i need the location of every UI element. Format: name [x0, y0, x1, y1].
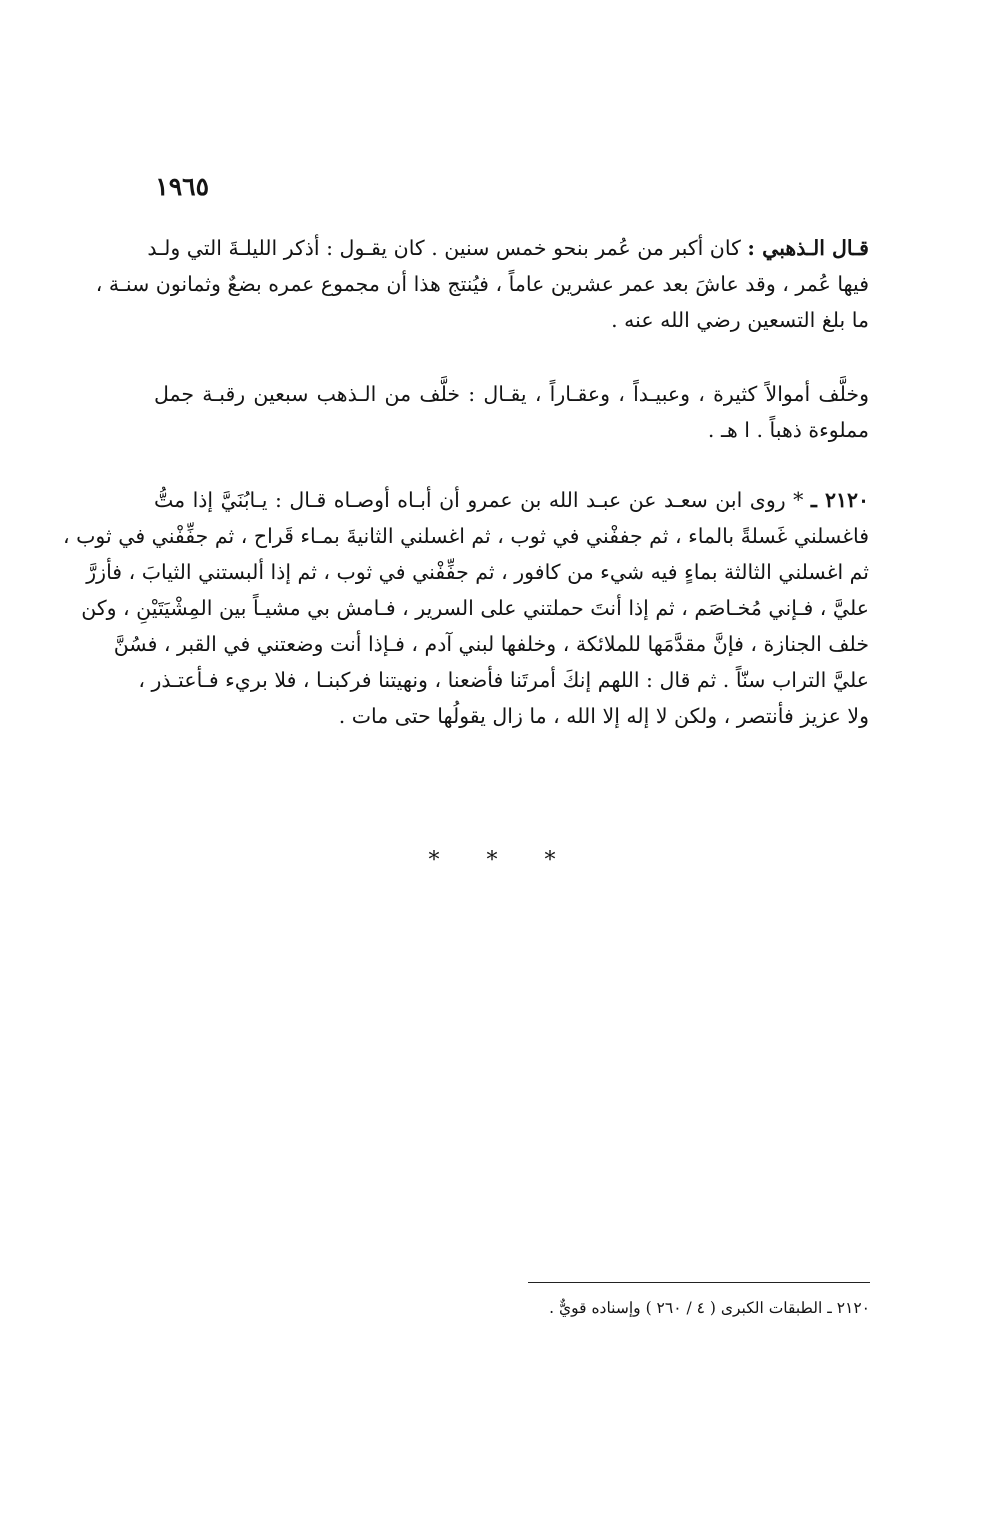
paragraph-lead: قـال الـذهبي : [747, 236, 869, 260]
text-line [147, 230, 869, 266]
footnote-divider [528, 1282, 870, 1283]
paragraph-hadith-2120 [63, 482, 869, 734]
text-line: عليَّ التراب سنّاً . ثم قال : اللهم إنكَ أمرتَنا فأضعنا ، ونهيتنا فركبنـا ، فلا بريء فـأعتـذر ، [138, 668, 869, 692]
hadith-number: ٢١٢٠ ـ [810, 488, 869, 512]
text-line: خلف الجنازة ، فإنَّ مقدَّمَها للملائكة ، وخلفها لبني آدم ، فـإذا أنت وضعتني في القبر ، فسُنَّ [113, 632, 869, 656]
paragraph-dhahabi-quote [95, 230, 869, 338]
text-line: وخلَّف أموالاً كثيرة ، وعبيـداً ، وعقـاراً ، يقـال : خلَّف من الـذهب سبعين رقبـة جمل [154, 382, 869, 406]
text-line [154, 482, 869, 518]
text-line: ما بلغ التسعين رضي الله عنه . [611, 308, 869, 332]
footnote-2120: ٢١٢٠ ـ الطبقات الكبرى ( ٤ / ٢٦٠ ) وإسناده قويٌّ . [549, 1299, 870, 1317]
section-separator: * * * [428, 848, 576, 873]
text-line: عليَّ ، فـإني مُخـاصَم ، ثم إذا أنتَ حملتني على السرير ، فـامش بي مشيـاً بين المِشْيَتَيْنِ ، وكن [81, 596, 869, 620]
line-text: * روى ابن سعـد عن عبـد الله بن عمرو أن أبـاه أوصـاه قـال : يـابُنَيَّ إذا متُّ [154, 488, 804, 512]
text-line: فاغسلني غَسلةً بالماء ، ثم جففْني في ثوب ، ثم اغسلني الثانيةَ بمـاء قَراح ، ثم جفِّفْني في ثوب ، [63, 524, 869, 548]
text-line: فيها عُمر ، وقد عاشَ بعد عمر عشرين عاماً ، فيُنتج هذا أن مجموع عمره بضعٌ وثمانون سنـة ، [95, 272, 869, 296]
text-line: مملوءة ذهباً . ا هـ . [707, 418, 869, 442]
line-text: كان أكبر من عُمر بنحو خمس سنين . كان يقـول : أذكر الليلـةَ التي ولـد [147, 236, 741, 260]
paragraph-wealth [154, 376, 869, 448]
page-number: ١٩٦٥ [155, 172, 209, 201]
text-line: ولا عزيز فأنتصر ، ولكن لا إله إلا الله ، ما زال يقولُها حتى مات . [338, 704, 869, 728]
text-line: ثم اغسلني الثالثة بماءٍ فيه شيء من كافور ، ثم جفِّفْني في ثوب ، ثم إذا ألبستني الثيابَ ، فأزرَّ [86, 560, 869, 584]
